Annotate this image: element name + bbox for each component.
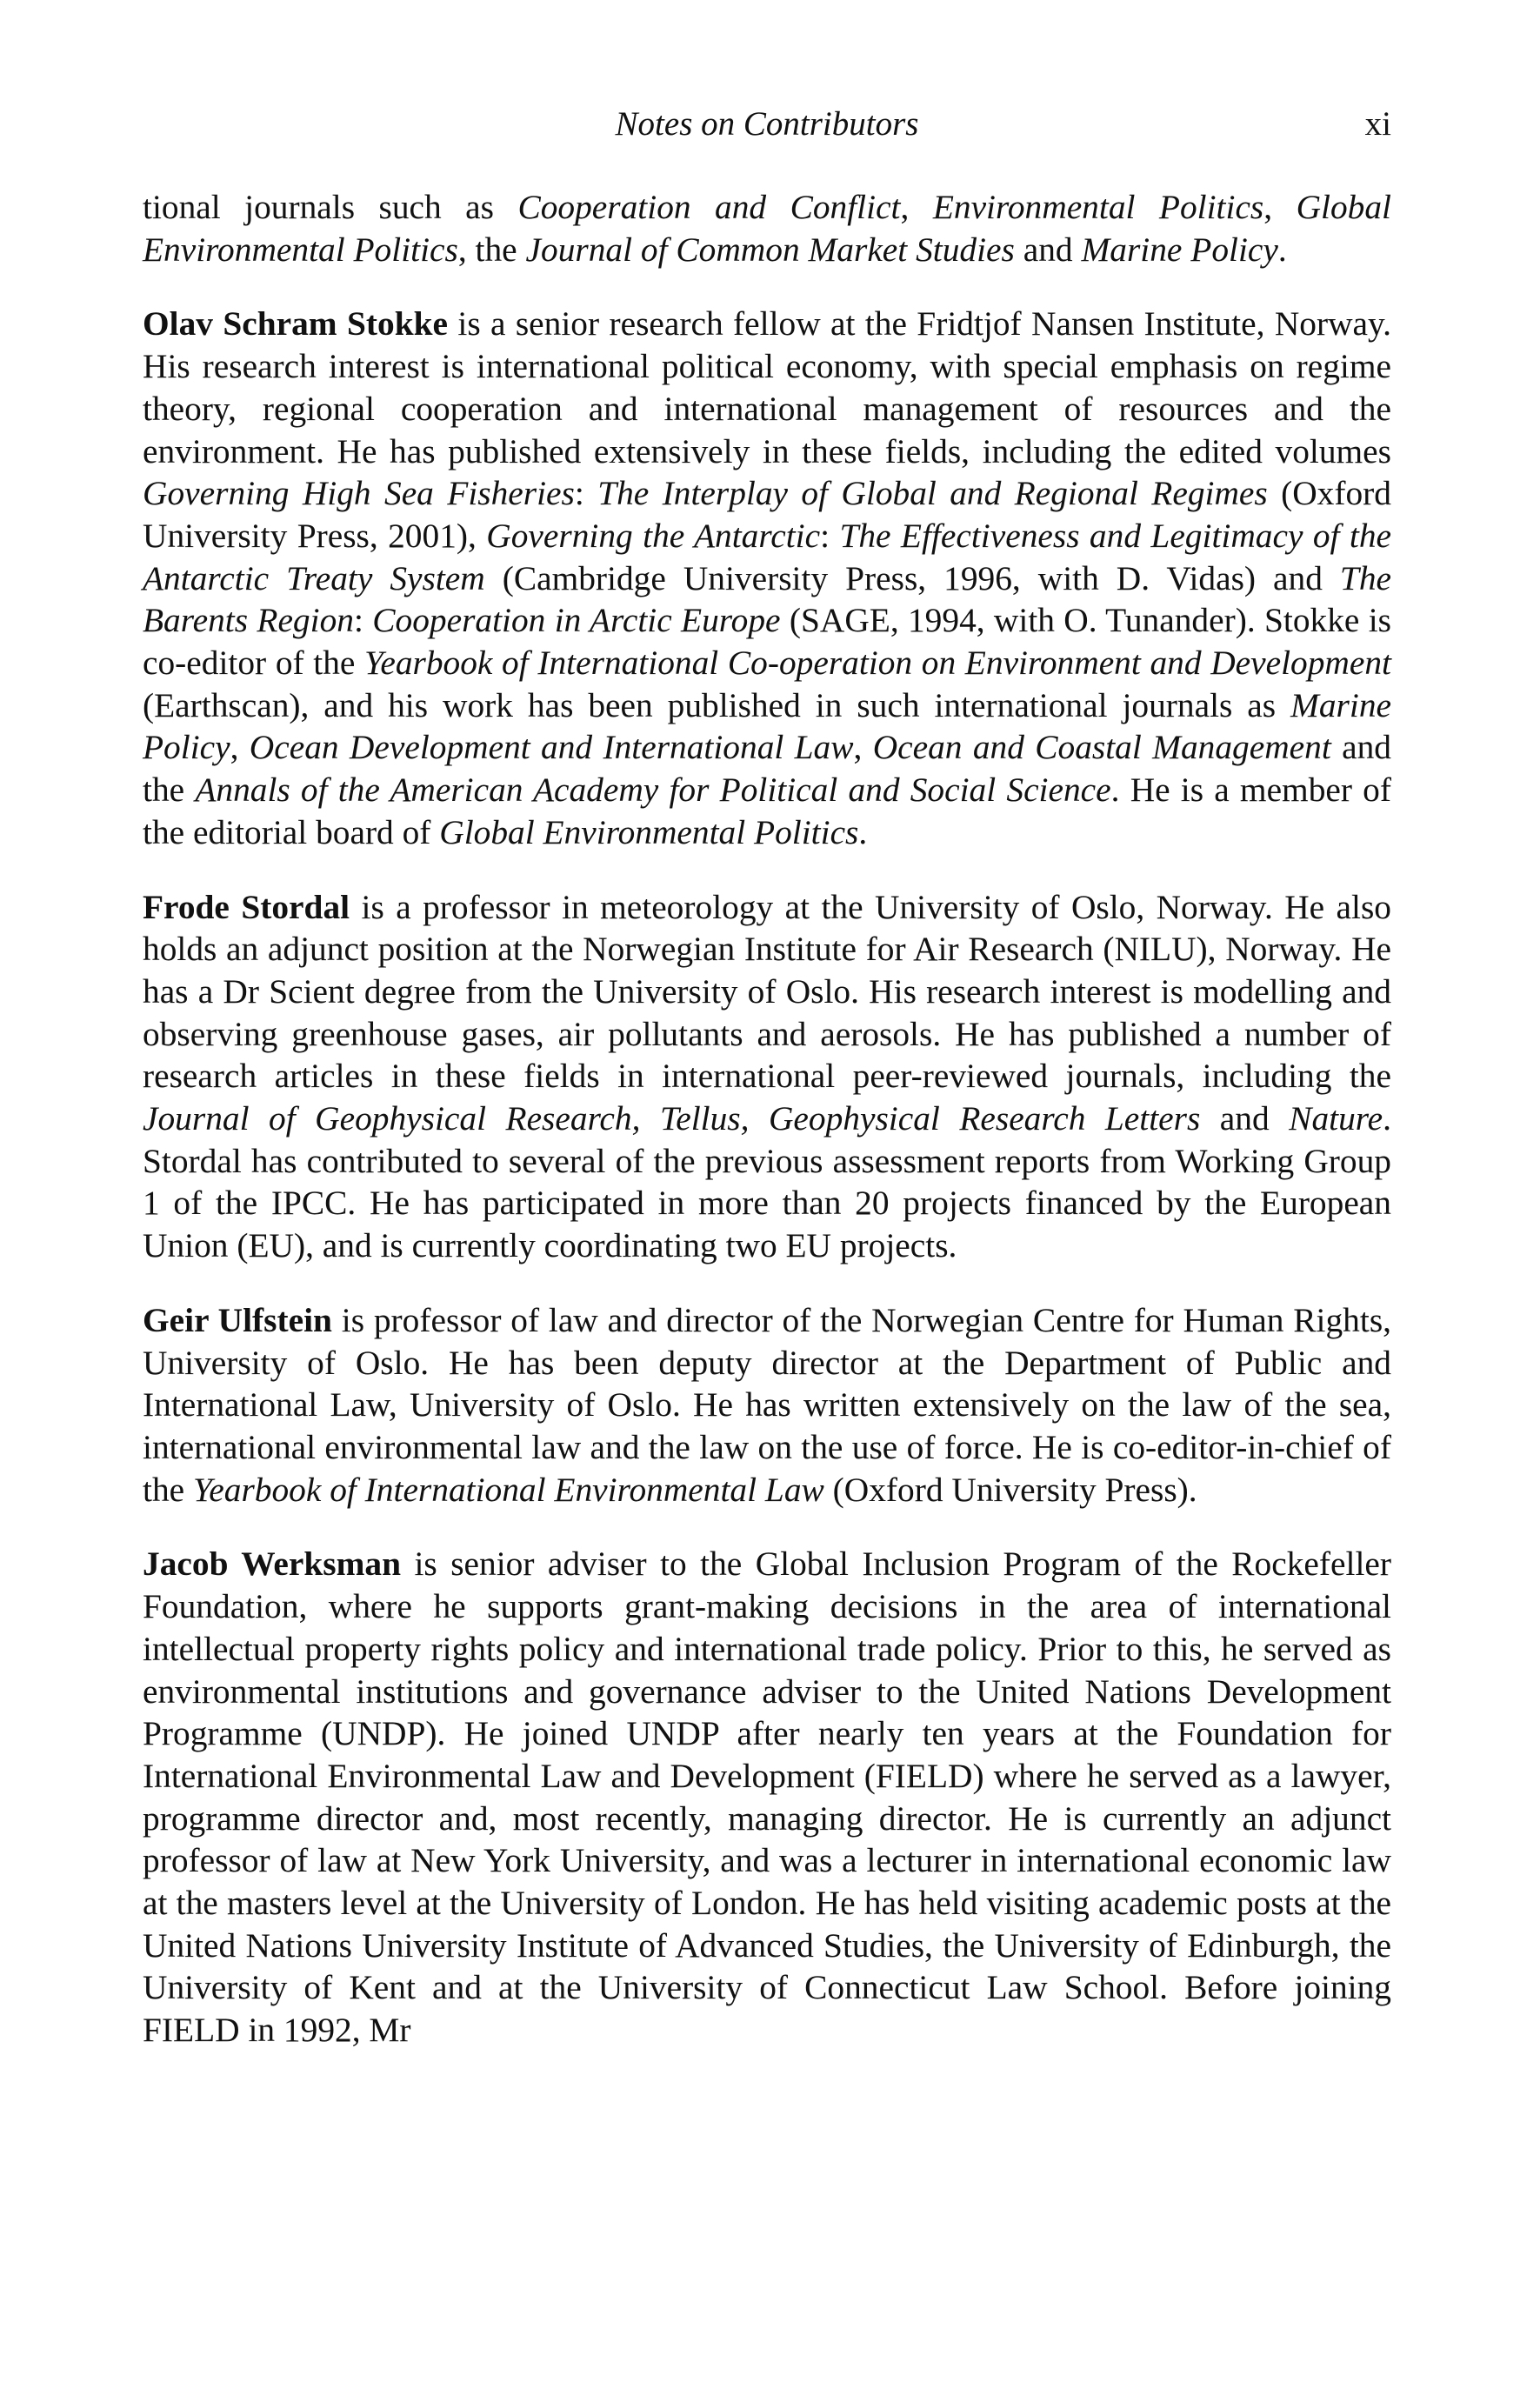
body-text: : xyxy=(820,516,840,555)
contributor-name: Frode Stordal xyxy=(143,887,350,926)
publication-title: Cooperation and Conflict xyxy=(517,188,901,226)
body-text: , the xyxy=(457,230,526,269)
body-text: (Earthscan), and his work has been published in such international journals as xyxy=(143,685,1291,724)
publication-title: Yearbook of International Environmental Law xyxy=(192,1470,824,1509)
body-text: . xyxy=(1277,230,1287,269)
publication-title: Ocean and Coastal Management xyxy=(872,728,1331,767)
body-text: is professor of law and director of the Norwegian Centre for Human Rights, University of Oslo. He has been deputy director at the Department of Public and International Law, University of Oslo. He has written extensively on the law of the sea, international environmental law and the law on the use of force. He is co-editor-in-chief of the xyxy=(143,1300,1391,1509)
body-text: is senior adviser to the Global Inclusion Program of the Rockefeller Foundation, where he supports grant-making decisions in the area of international intellectual property rights policy and international trade policy. Prior to this, he served as environmental institutions and governance adviser to the United Nations Development Programme (UNDP). He joined UNDP after nearly ten years at the Foundation for International Environmental Law and Development (FIELD) where he served as a lawyer, programme director and, most recently, managing director. He is currently an adjunct professor of law at New York University, and was a lecturer in international economic law at the masters level at the University of London. He has held visiting academic posts at the United Nations University Institute of Advanced Studies, the University of Edinburgh, the University of Kent and at the University of Connecticut Law School. Before joining FIELD in 1992, Mr xyxy=(143,1545,1391,2050)
body-text: (SAGE, 1994, with O. Tunander). Stokke is co-editor of the xyxy=(143,601,1391,683)
body-text: : xyxy=(353,601,373,640)
contributor-notes xyxy=(143,186,1391,2084)
body-text: (Oxford University Press, 2001), xyxy=(143,474,1391,555)
body-text: tional journals such as xyxy=(143,188,518,226)
body-text: , xyxy=(900,188,933,226)
publication-title: The Interplay of Global and Regional Regimes xyxy=(597,474,1268,513)
body-text: and xyxy=(1200,1099,1290,1138)
publication-title: The Barents Region xyxy=(143,558,1391,640)
publication-title: Global Environmental Politics xyxy=(143,188,1391,269)
contributor-entry-werksman xyxy=(143,1543,1391,2051)
body-text: (Oxford University Press). xyxy=(823,1470,1197,1509)
body-text: , xyxy=(1263,188,1297,226)
publication-title: Journal of Geophysical Research, Tellus, Geophysical Research Letters xyxy=(143,1099,1201,1138)
publication-title: Cooperation in Arctic Europe xyxy=(372,601,781,640)
paragraph-continuation xyxy=(143,186,1391,270)
contributor-name: Jacob Werksman xyxy=(143,1545,402,1584)
contributor-entry-stokke xyxy=(143,303,1391,853)
publication-title: Marine Policy xyxy=(143,685,1391,767)
body-text: (Cambridge University Press, 1996, with D. Vidas) and xyxy=(484,558,1340,597)
contributor-name: Geir Ulfstein xyxy=(143,1300,332,1339)
body-text: and xyxy=(1014,230,1082,269)
body-text: . xyxy=(858,812,868,851)
publication-title: Annals of the American Academy for Political and Social Science xyxy=(195,771,1111,810)
publication-title: Journal of Common Market Studies xyxy=(525,230,1015,269)
publication-title: Marine Policy xyxy=(1081,230,1278,269)
page-header xyxy=(143,103,1391,146)
publication-title: The Effectiveness and Legitimacy of the Antarctic Treaty System xyxy=(143,516,1392,597)
body-text: : xyxy=(574,474,598,513)
publication-title: Ocean Development and International Law xyxy=(249,728,854,767)
contributor-entry-stordal xyxy=(143,886,1391,1267)
body-text: is a professor in meteorology at the University of Oslo, Norway. He also holds an adjunct position at the Norwegian Institute for Air Research (NILU), Norway. He has a Dr Scient degree from the University of Oslo. His research interest is modelling and observing greenhouse gases, air pollutants and aerosols. He has published a number of research articles in these fields in international peer-reviewed journals, including the xyxy=(143,887,1391,1096)
contributor-name: Olav Schram Stokke xyxy=(143,304,449,344)
body-text: , xyxy=(853,728,873,767)
publication-title: Yearbook of International Co-operation on Environment and Development xyxy=(364,644,1391,683)
publication-title: Governing High Sea Fisheries xyxy=(143,474,575,513)
body-text: and the xyxy=(143,728,1391,810)
publication-title: Nature xyxy=(1289,1099,1383,1138)
page-number: xi xyxy=(1364,105,1391,143)
publication-title: Environmental Politics xyxy=(932,188,1264,226)
body-text: . He is a member of the editorial board of xyxy=(143,771,1391,851)
body-text: . Stordal has contributed to several of the previous assessment reports from Working Group 1 of the IPCC. He has participated in more than 20 projects financed by the European Union (EU), and is currently coordinating two EU projects. xyxy=(143,1099,1391,1265)
body-text: is a senior research fellow at the Fridtjof Nansen Institute, Norway. His research interest is international political economy, with special emphasis on regime theory, regional cooperation and international management of resources and the environment. He has published extensively in these fields, including the edited volumes xyxy=(143,304,1391,470)
publication-title: Governing the Antarctic xyxy=(486,516,821,555)
body-text: , xyxy=(230,728,250,767)
publication-title: Global Environmental Politics xyxy=(439,812,859,851)
running-title: Notes on Contributors xyxy=(615,105,919,143)
contributor-entry-ulfstein xyxy=(143,1299,1391,1511)
